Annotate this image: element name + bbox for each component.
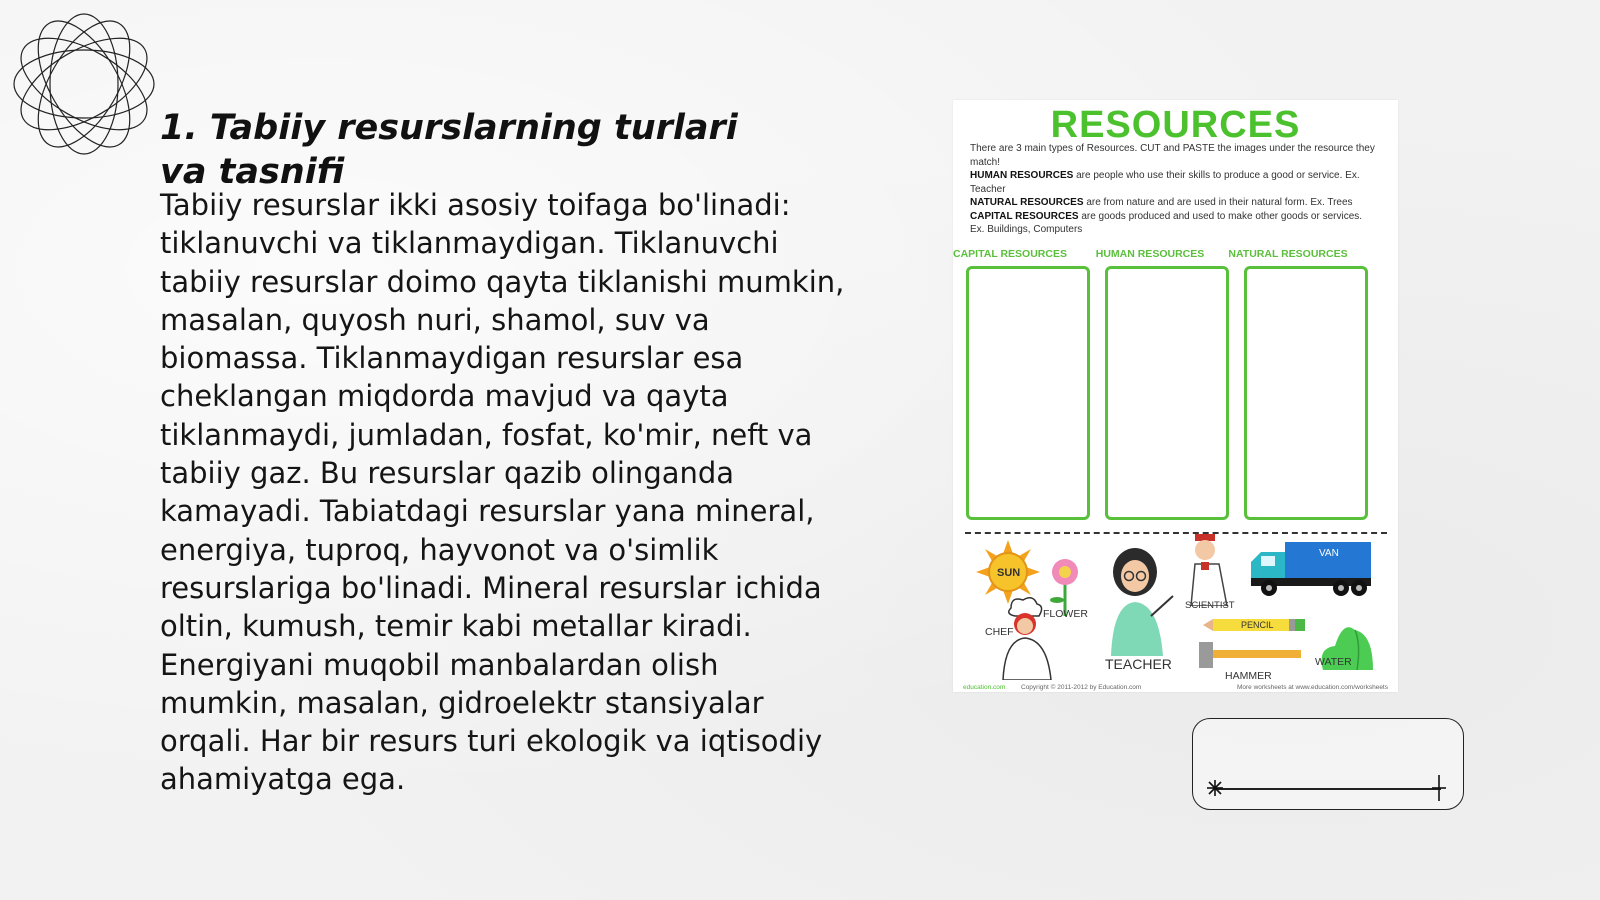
footer-logo: education.com <box>963 684 1006 691</box>
slide-body-text: Tabiiy resurslar ikki asosiy toifaga bo'linadi: tiklanuvchi va tiklanmaydigan. Tiklanuvchi tabiiy resurslar doimo qayta tiklanishi mumkin, masalan, quyosh nuri, shamol, suv va biomassa. Tiklanmaydigan resurslar esa cheklangan miqdorda mavjud va qayta tiklanmaydi, jumladan, fosfat, ko'mir, neft va tabiiy gaz. Bu resurslar qazib olinganda kamayadi. Tabiatdagi resurslar yana mineral, energiya, tuproq, hayvonot va o'simlik resurslariga bo'linadi. Mineral resurslar ichida oltin, kumush, temir kabi metallar kiradi. Energiyani muqobil manbalardan olish mumkin, masalan, gidroelektr stansiyalar orqali. Har bir resurs turi ekologik va iqtisodiy ahamiyatga ega. <box>160 188 845 797</box>
footer-more-worksheets: More worksheets at www.education.com/worksheets <box>1236 684 1388 691</box>
timeline-line <box>1215 788 1441 790</box>
scientist-label: SCIENTIST <box>1185 600 1235 611</box>
worksheet-intro: There are 3 main types of Resources. CUT and PASTE the images under the resource they match! <box>970 143 1375 168</box>
column-header-natural: NATURAL RESOURCES <box>1228 248 1348 260</box>
column-header-human: HUMAN RESOURCES <box>1095 248 1205 260</box>
pencil-label: PENCIL <box>1241 620 1274 630</box>
star-icon <box>1206 779 1224 797</box>
natural-definition: NATURAL RESOURCES are from nature and are used in their natural form. Ex. Trees <box>970 197 1353 208</box>
cross-icon <box>1429 775 1449 801</box>
decorative-timeline-card <box>1192 718 1464 810</box>
human-drop-box <box>1105 266 1229 520</box>
sun-label: SUN <box>997 567 1021 579</box>
teacher-icon <box>1099 546 1175 656</box>
hammer-label: HAMMER <box>1225 670 1272 682</box>
worksheet-instructions <box>970 142 1375 237</box>
column-header-capital: CAPITAL RESOURCES <box>953 248 1067 260</box>
chef-label: CHEF <box>985 626 1014 638</box>
orbit-logo-icon <box>10 10 158 158</box>
footer-copyright: Copyright © 2011-2012 by Education.com <box>1021 684 1142 691</box>
cut-line <box>965 532 1387 534</box>
van-label: VAN <box>1319 548 1339 559</box>
resources-worksheet-image <box>953 100 1398 692</box>
capital-definition: CAPITAL RESOURCES are goods produced and used to make other goods or services. Ex. Buildings, Computers <box>970 210 1363 235</box>
van-icon <box>1249 540 1373 600</box>
worksheet-title: RESOURCES <box>1050 104 1301 146</box>
water-label: WATER <box>1315 656 1352 668</box>
human-definition: HUMAN RESOURCES are people who use their skills to produce a good or service. Ex. Teacher <box>970 170 1360 195</box>
natural-drop-box <box>1244 266 1368 520</box>
flower-label: FLOWER <box>1043 608 1088 620</box>
teacher-label: TEACHER <box>1105 656 1172 672</box>
capital-drop-box <box>966 266 1090 520</box>
hammer-icon <box>1199 640 1303 672</box>
chef-icon <box>993 596 1059 680</box>
scientist-icon <box>1185 534 1235 606</box>
slide-title: 1. Tabiiy resurslarning turlari va tasnifi <box>160 108 738 192</box>
